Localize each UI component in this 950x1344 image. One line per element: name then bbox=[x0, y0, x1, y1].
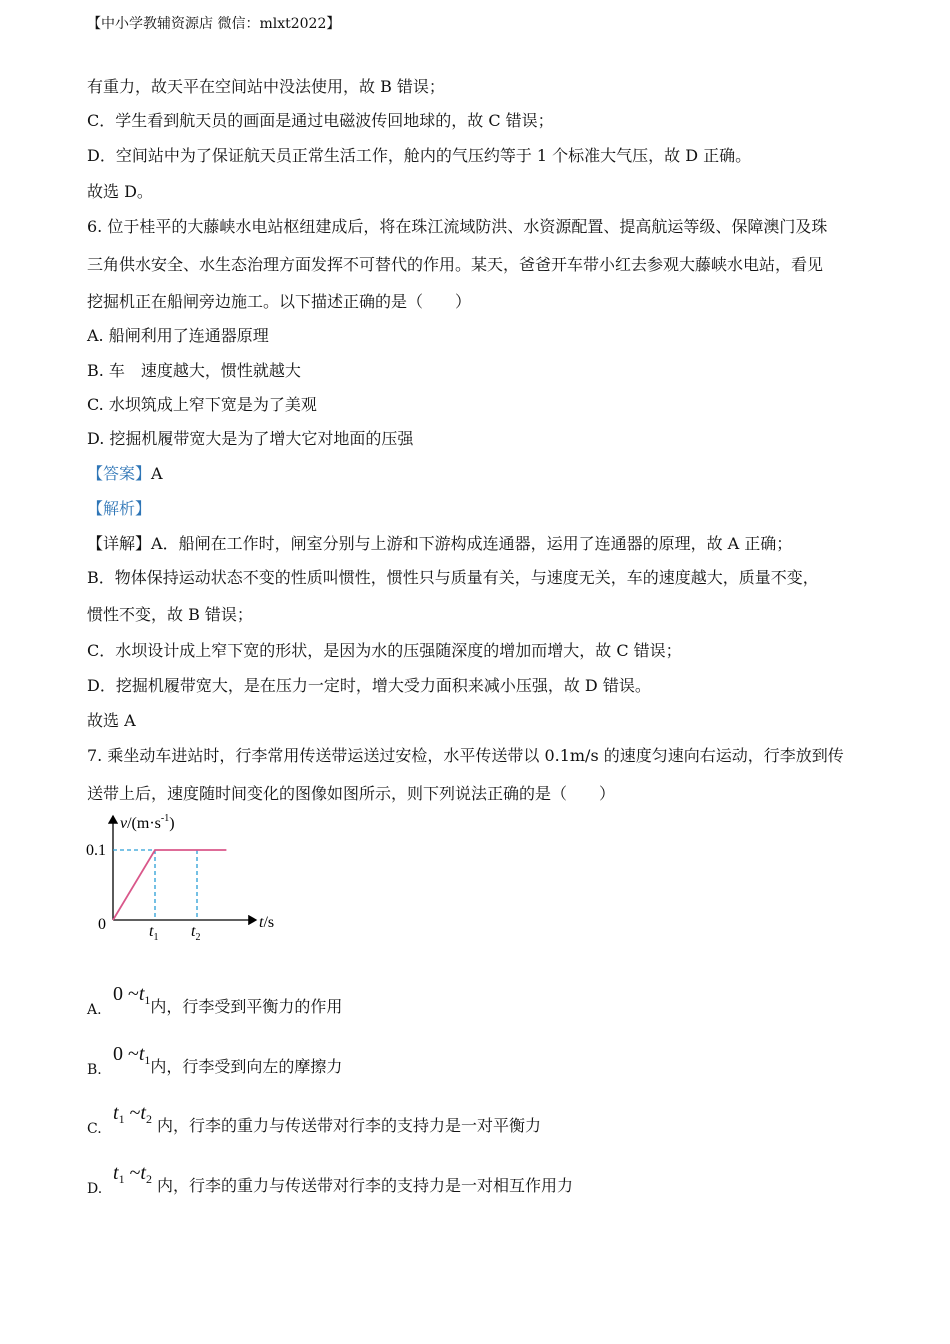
q7-option-a bbox=[87, 983, 343, 1018]
velocity-time-graph bbox=[84, 806, 294, 946]
option-text: 内，行李的重力与传送带对行李的支持力是一对相互作用力 bbox=[151, 1176, 574, 1195]
q7-option-b bbox=[87, 1043, 343, 1078]
q6-option-a: A. 船闸利用了连通器原理 bbox=[87, 326, 269, 345]
q6-stem-3: 挖掘机正在船闸旁边施工。以下描述正确的是（ ） bbox=[87, 292, 472, 311]
q6-detail-5: D．挖掘机履带宽大，是在压力一定时，增大受力面积来减小压强，故 D 错误。 bbox=[87, 676, 651, 695]
q5-line-4: 故选 D。 bbox=[87, 182, 153, 201]
origin-label: 0 bbox=[98, 916, 106, 933]
option-label: A. bbox=[87, 1002, 102, 1018]
q6-detail-6: 故选 A bbox=[87, 711, 136, 730]
y-tick-label: 0.1 bbox=[86, 842, 106, 859]
option-text: 内，行李受到向左的摩擦力 bbox=[150, 1057, 343, 1076]
q7-stem-2: 送带上后，速度随时间变化的图像如图所示，则下列说法正确的是（ ） bbox=[87, 784, 616, 803]
option-label: C. bbox=[87, 1121, 102, 1137]
q6-option-d: D. 挖掘机履带宽大是为了增大它对地面的压强 bbox=[87, 429, 414, 448]
answer-value: A bbox=[151, 464, 163, 483]
time-range: 0 $\sim t_1$ bbox=[113, 1043, 151, 1067]
q6-answer bbox=[87, 464, 163, 484]
q6-stem-1: 6. 位于桂平的大藤峡水电站枢纽建成后，将在珠江流域防洪、水资源配置、提高航运等级、保障澳门及珠 bbox=[87, 217, 828, 236]
q6-detail-3: 惯性不变，故 B 错误； bbox=[87, 605, 253, 624]
q6-option-b: B. 车 速度越大，惯性就越大 bbox=[87, 361, 301, 380]
y-axis-label: $v/(m\cdot s^{-1})$ bbox=[120, 813, 175, 832]
x-tick-label-t1: $t_1$ bbox=[149, 923, 159, 943]
q5-line-3: D．空间站中为了保证航天员正常生活工作，舱内的气压约等于 1 个标准大气压，故 D 正确。 bbox=[87, 146, 752, 165]
x-tick-label-t2: $t_2$ bbox=[191, 923, 201, 943]
answer-tag: 【答案】 bbox=[87, 464, 152, 483]
q6-option-c: C. 水坝筑成上窄下宽是为了美观 bbox=[87, 395, 317, 414]
q6-stem-2: 三角供水安全、水生态治理方面发挥不可替代的作用。某天，爸爸开车带小红去参观大藤峡水电站，看见 bbox=[87, 255, 824, 274]
q6-analysis-tag: 【解析】 bbox=[87, 499, 152, 518]
time-range: $t_1$ $\sim t_2$ bbox=[113, 1162, 152, 1186]
q7-option-c bbox=[87, 1102, 542, 1137]
option-text: 内，行李受到平衡力的作用 bbox=[150, 997, 343, 1016]
velocity-series-line bbox=[113, 850, 226, 920]
q6-detail-4: C．水坝设计成上窄下宽的形状，是因为水的压强随深度的增加而增大，故 C 错误； bbox=[87, 641, 682, 660]
x-axis-label: t/s bbox=[259, 914, 275, 931]
time-range: $t_1$ $\sim t_2$ bbox=[113, 1102, 152, 1126]
q7-option-d bbox=[87, 1162, 574, 1197]
q6-detail-1 bbox=[87, 534, 792, 554]
q5-line-2: C．学生看到航天员的画面是通过电磁波传回地球的，故 C 错误； bbox=[87, 111, 554, 130]
q5-line-1: 有重力，故天平在空间站中没法使用，故 B 错误； bbox=[87, 77, 445, 96]
option-text: 内，行李的重力与传送带对行李的支持力是一对平衡力 bbox=[151, 1116, 542, 1135]
q6-detail-2: B．物体保持运动状态不变的性质叫惯性，惯性只与质量有关，与速度无关，车的速度越大，质量不变， bbox=[87, 568, 819, 587]
q7-stem-1: 7. 乘坐动车进站时，行李常用传送带运送过安检，水平传送带以 0.1m/s 的速度匀速向右运动，行李放到传 bbox=[87, 746, 844, 765]
option-label: D. bbox=[87, 1181, 103, 1197]
time-range: 0 $\sim t_1$ bbox=[113, 983, 151, 1007]
page-header: 【中小学教辅资源店 微信：mlxt2022】 bbox=[87, 16, 341, 32]
detail-tag: 【详解】 bbox=[87, 534, 152, 553]
detail-text: A．船闸在工作时，闸室分别与上游和下游构成连通器，运用了连通器的原理，故 A 正确； bbox=[151, 534, 793, 553]
option-label: B. bbox=[87, 1062, 102, 1078]
